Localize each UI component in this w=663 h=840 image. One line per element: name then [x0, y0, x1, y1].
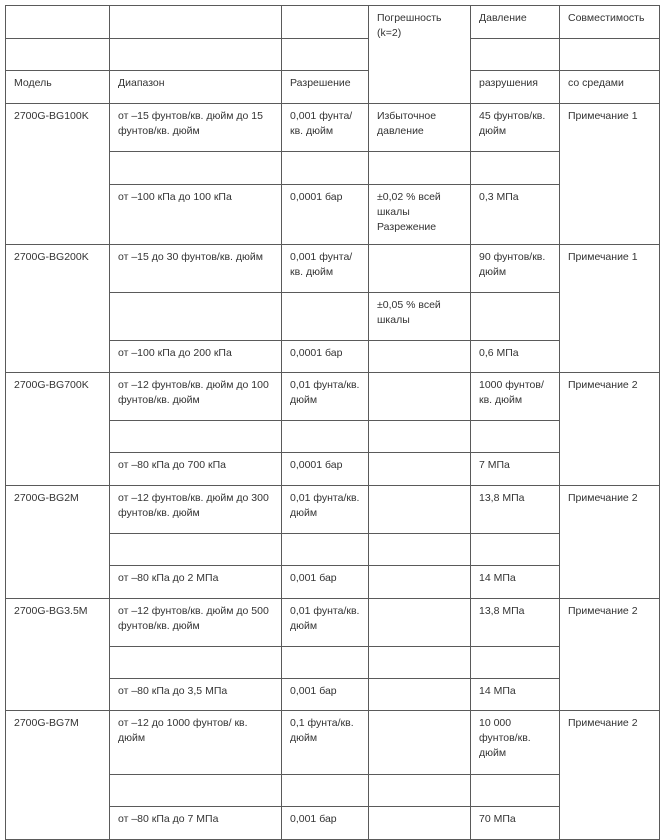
burst-cell	[471, 534, 560, 566]
burst-cell	[471, 647, 560, 679]
range-cell: от –80 кПа до 7 МПа	[110, 807, 282, 840]
header-range: Диапазон	[110, 71, 282, 104]
burst-cell: 13,8 МПа	[471, 486, 560, 534]
header-empty-model	[6, 6, 110, 39]
header-row-2	[6, 39, 660, 71]
header-row-1	[6, 6, 660, 39]
range-cell: от –12 фунтов/кв. дюйм до 100 фунтов/кв. дюйм	[110, 373, 282, 421]
burst-cell: 0,3 МПа	[471, 185, 560, 245]
range-cell	[110, 421, 282, 453]
model-cell: 2700G-BG2M	[6, 486, 110, 599]
note-cell: Примечание 2	[560, 373, 660, 486]
accuracy-cell	[369, 341, 471, 373]
accuracy-cell	[369, 807, 471, 840]
burst-cell	[471, 775, 560, 807]
accuracy-cell	[369, 679, 471, 711]
accuracy-cell	[369, 534, 471, 566]
range-cell: от –12 фунтов/кв. дюйм до 300 фунтов/кв. дюйм	[110, 486, 282, 534]
burst-cell	[471, 152, 560, 185]
model-cell: 2700G-BG700K	[6, 373, 110, 486]
spec-table	[5, 5, 660, 840]
resolution-cell: 0,0001 бар	[282, 341, 369, 373]
note-cell: Примечание 1	[560, 245, 660, 373]
resolution-cell: 0,001 фунта/ кв. дюйм	[282, 104, 369, 152]
model-cell: 2700G-BG100K	[6, 104, 110, 245]
table-body	[6, 6, 660, 840]
header-media: со средами	[560, 71, 660, 104]
accuracy-cell: ±0,02 % всей шкалы Разрежение	[369, 185, 471, 245]
note-cell: Примечание 2	[560, 486, 660, 599]
note-cell: Примечание 1	[560, 104, 660, 245]
accuracy-cell	[369, 421, 471, 453]
table-row	[6, 104, 660, 152]
accuracy-cell	[369, 152, 471, 185]
range-cell	[110, 775, 282, 807]
burst-cell: 70 МПа	[471, 807, 560, 840]
header-spacer	[282, 39, 369, 71]
table-row	[6, 373, 660, 421]
accuracy-cell: Избыточное давление	[369, 104, 471, 152]
accuracy-cell	[369, 599, 471, 647]
accuracy-cell	[369, 775, 471, 807]
header-resolution: Разрешение	[282, 71, 369, 104]
burst-cell: 45 фунтов/кв. дюйм	[471, 104, 560, 152]
resolution-cell: 0,0001 бар	[282, 185, 369, 245]
resolution-cell	[282, 775, 369, 807]
burst-cell: 14 МПа	[471, 566, 560, 599]
range-cell: от –100 кПа до 100 кПа	[110, 185, 282, 245]
range-cell	[110, 534, 282, 566]
model-cell: 2700G-BG200K	[6, 245, 110, 373]
header-accuracy: Погрешность (k=2)	[369, 6, 471, 104]
note-cell: Примечание 2	[560, 599, 660, 711]
range-cell	[110, 152, 282, 185]
resolution-cell: 0,001 бар	[282, 679, 369, 711]
range-cell: от –80 кПа до 3,5 МПа	[110, 679, 282, 711]
header-spacer	[560, 39, 660, 71]
accuracy-cell	[369, 566, 471, 599]
resolution-cell	[282, 293, 369, 341]
accuracy-cell: ±0,05 % всей шкалы	[369, 293, 471, 341]
table-row	[6, 486, 660, 534]
accuracy-cell	[369, 373, 471, 421]
accuracy-cell	[369, 453, 471, 486]
burst-cell: 0,6 МПа	[471, 341, 560, 373]
header-empty-resolution	[282, 6, 369, 39]
burst-cell	[471, 293, 560, 341]
burst-cell	[471, 421, 560, 453]
resolution-cell: 0,001 бар	[282, 566, 369, 599]
header-spacer	[110, 39, 282, 71]
burst-cell: 7 МПа	[471, 453, 560, 486]
accuracy-cell	[369, 486, 471, 534]
table-row	[6, 245, 660, 293]
resolution-cell: 0,001 бар	[282, 807, 369, 840]
range-cell: от –15 фунтов/кв. дюйм до 15 фунтов/кв. дюйм	[110, 104, 282, 152]
range-cell: от –12 фунтов/кв. дюйм до 500 фунтов/кв. дюйм	[110, 599, 282, 647]
range-cell	[110, 293, 282, 341]
range-cell: от –80 кПа до 2 МПа	[110, 566, 282, 599]
range-cell: от –100 кПа до 200 кПа	[110, 341, 282, 373]
range-cell: от –15 до 30 фунтов/кв. дюйм	[110, 245, 282, 293]
header-empty-range	[110, 6, 282, 39]
resolution-cell: 0,01 фунта/кв. дюйм	[282, 373, 369, 421]
accuracy-cell	[369, 245, 471, 293]
header-row-3	[6, 71, 660, 104]
resolution-cell: 0,1 фунта/кв. дюйм	[282, 711, 369, 775]
model-cell: 2700G-BG7M	[6, 711, 110, 840]
burst-cell: 1000 фунтов/ кв. дюйм	[471, 373, 560, 421]
header-compat: Совместимость	[560, 6, 660, 39]
range-cell: от –80 кПа до 700 кПа	[110, 453, 282, 486]
header-spacer	[6, 39, 110, 71]
accuracy-cell	[369, 711, 471, 775]
resolution-cell	[282, 152, 369, 185]
range-cell	[110, 647, 282, 679]
burst-cell: 14 МПа	[471, 679, 560, 711]
header-model: Модель	[6, 71, 110, 104]
header-pressure: Давление	[471, 6, 560, 39]
header-burst: разрушения	[471, 71, 560, 104]
burst-cell: 13,8 МПа	[471, 599, 560, 647]
note-cell: Примечание 2	[560, 711, 660, 840]
resolution-cell: 0,001 фунта/ кв. дюйм	[282, 245, 369, 293]
model-cell: 2700G-BG3.5M	[6, 599, 110, 711]
resolution-cell	[282, 421, 369, 453]
header-spacer	[471, 39, 560, 71]
range-cell: от –12 до 1000 фунтов/ кв. дюйм	[110, 711, 282, 775]
accuracy-cell	[369, 647, 471, 679]
burst-cell: 90 фунтов/кв. дюйм	[471, 245, 560, 293]
table-row	[6, 711, 660, 775]
resolution-cell	[282, 647, 369, 679]
resolution-cell	[282, 534, 369, 566]
burst-cell: 10 000 фунтов/кв. дюйм	[471, 711, 560, 775]
resolution-cell: 0,01 фунта/кв. дюйм	[282, 486, 369, 534]
table-row	[6, 599, 660, 647]
resolution-cell: 0,01 фунта/кв. дюйм	[282, 599, 369, 647]
resolution-cell: 0,0001 бар	[282, 453, 369, 486]
